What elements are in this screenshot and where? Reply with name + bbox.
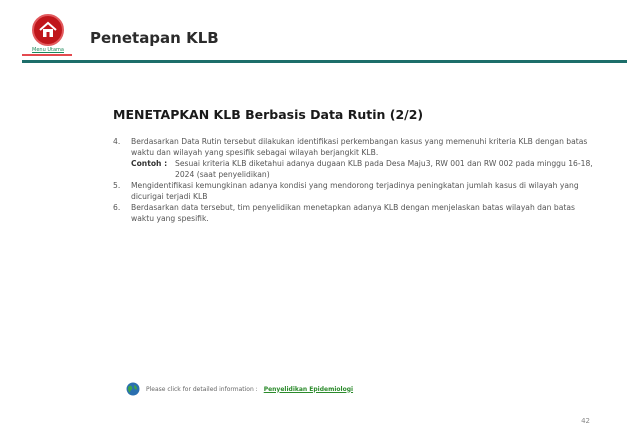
item-number: 5. bbox=[113, 181, 121, 190]
footer-info bbox=[126, 382, 353, 396]
header-divider bbox=[22, 60, 627, 63]
example-text: Sesuai kriteria KLB diketahui adanya dugaan KLB pada Desa Maju3, RW 001 dan RW 002 pada minggu 16-18, 2024 (saat penyelidikan) bbox=[175, 159, 593, 179]
page-title: Penetapan KLB bbox=[90, 29, 219, 47]
section-title: MENETAPKAN KLB Berbasis Data Rutin (2/2) bbox=[113, 107, 424, 122]
list-item bbox=[113, 136, 593, 180]
home-icon bbox=[38, 20, 58, 40]
info-text: Please click for detailed information : bbox=[146, 385, 258, 393]
item-text: Berdasarkan data tersebut, tim penyelidikan menetapkan adanya KLB dengan menjelaskan batas wilayah dan batas waktu yang spesifik. bbox=[131, 203, 575, 223]
menu-underline bbox=[22, 54, 72, 56]
globe-icon bbox=[126, 382, 140, 396]
home-button[interactable] bbox=[32, 14, 64, 46]
epidemiology-link[interactable]: Penyelidikan Epidemiologi bbox=[263, 385, 354, 393]
item-text: Mengidentifikasi kemungkinan adanya kondisi yang mendorong terjadinya peningkatan jumlah kasus di wilayah yang dicurigai terjadi KLB bbox=[131, 181, 579, 201]
menu-utama-link[interactable]: Menu Utama bbox=[32, 47, 64, 53]
list-item bbox=[113, 202, 593, 224]
page-number: 42 bbox=[581, 417, 590, 425]
content-list bbox=[113, 136, 593, 224]
item-number: 4. bbox=[113, 137, 121, 146]
example-block bbox=[131, 158, 593, 180]
example-label: Contoh : bbox=[131, 159, 168, 168]
list-item bbox=[113, 180, 593, 202]
item-text: Berdasarkan Data Rutin tersebut dilakukan identifikasi perkembangan kasus yang memenuhi kriteria KLB dengan batas waktu dan wilayah yang spesifik sebagai wilayah berjangkit KLB. bbox=[131, 137, 588, 157]
item-number: 6. bbox=[113, 203, 121, 212]
